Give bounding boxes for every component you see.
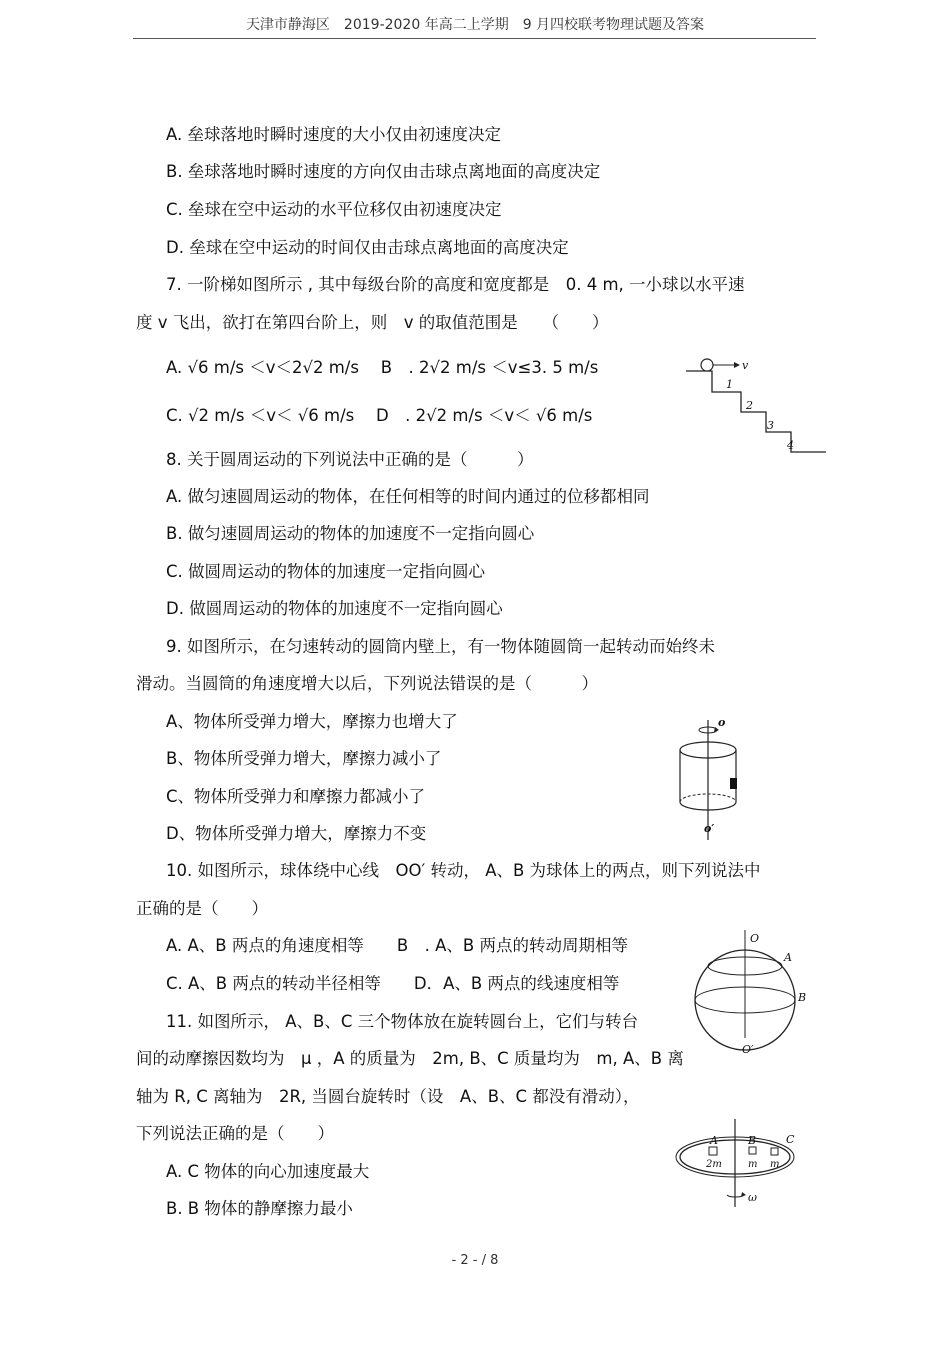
stairs-figure	[684, 355, 829, 455]
text-line: B、物体所受弹力增大，摩擦力减小了	[166, 749, 442, 768]
text-line: A. C 物体的向心加速度最大	[166, 1162, 370, 1181]
text-line: A. √6 m/s ＜v＜2√2 m/s B . 2√2 m/s ＜v≤3. 5 m/s	[166, 358, 599, 377]
text-line: A. 做匀速圆周运动的物体，在任何相等的时间内通过的位移都相同	[166, 487, 650, 506]
text-line: 10. 如图所示，球体绕中心线 OO′ 转动， A、B 为球体上的两点，则下列说法中	[166, 861, 761, 880]
block-c-label: C	[786, 1133, 795, 1146]
axis-top-label: O	[750, 932, 760, 945]
text-line: 正确的是（ ）	[136, 899, 268, 918]
text-line: 滑动。当圆筒的角速度增大以后，下列说法错误的是（ ）	[136, 674, 598, 693]
text-line: 度 v 飞出，欲打在第四台阶上，则 v 的取值范围是 （ ）	[136, 313, 609, 332]
page-header: 天津市静海区 2019-2020 年高二上学期 9 月四校联考物理试题及答案	[245, 17, 705, 33]
block-a-label: A	[710, 1134, 718, 1147]
text-line: B. 垒球落地时瞬时速度的方向仅由击球点离地面的高度决定	[166, 162, 601, 181]
text-line: B. B 物体的静摩擦力最小	[166, 1199, 353, 1218]
text-line: C. 垒球在空中运动的水平位移仅由初速度决定	[166, 200, 502, 219]
page-footer: - 2 - / 8	[451, 1253, 499, 1268]
turntable-figure	[674, 1117, 804, 1212]
text-line: 11. 如图所示， A、B、C 三个物体放在旋转圆台上，它们与转台	[166, 1012, 639, 1031]
text-line: A. 垒球落地时瞬时速度的大小仅由初速度决定	[166, 125, 501, 144]
text-line: D、物体所受弹力增大，摩擦力不变	[166, 824, 427, 843]
text-line: D. 垒球在空中运动的时间仅由击球点离地面的高度决定	[166, 238, 569, 257]
text-line: C. 做圆周运动的物体的加速度一定指向圆心	[166, 562, 486, 581]
text-line: C. A、B 两点的转动半径相等 D．A、B 两点的线速度相等	[166, 974, 620, 993]
step-label: 1	[726, 378, 733, 391]
velocity-label: v	[742, 359, 749, 372]
text-line: 下列说法正确的是（ ）	[136, 1124, 334, 1143]
text-line: A. A、B 两点的角速度相等 B . A、B 两点的转动周期相等	[166, 936, 628, 955]
axis-bottom-label: O′	[742, 1043, 754, 1056]
text-line: C、物体所受弹力和摩擦力都减小了	[166, 787, 426, 806]
text-line: 间的动摩擦因数均为 μ ，A 的质量为 2m, B、C 质量均为 m, A、B 离	[136, 1049, 684, 1068]
axis-bottom-label: o′	[704, 822, 715, 835]
text-line: A、物体所受弹力增大，摩擦力也增大了	[166, 712, 458, 731]
axis-top-label: o	[718, 716, 726, 729]
step-label: 2	[746, 399, 753, 412]
point-a-label: A	[784, 951, 792, 964]
text-line: D. 做圆周运动的物体的加速度不一定指向圆心	[166, 599, 503, 618]
rotating-cylinder-figure	[678, 712, 758, 847]
text-line: C. √2 m/s ＜v＜ √6 m/s D . 2√2 m/s ＜v＜ √6 m/s	[166, 406, 593, 425]
mass-b-label: m	[748, 1159, 758, 1170]
mass-c-label: m	[770, 1159, 780, 1170]
text-line: B. 做匀速圆周运动的物体的加速度不一定指向圆心	[166, 524, 535, 543]
text-line: 7. 一阶梯如图所示 , 其中每级台阶的高度和宽度都是 0. 4 m, 一小球以水平速	[166, 275, 745, 294]
step-label: 4	[787, 439, 794, 452]
text-line: 8. 关于圆周运动的下列说法中正确的是（ ）	[166, 450, 534, 469]
block-b-label: B	[748, 1134, 757, 1147]
step-label: 3	[767, 419, 774, 432]
omega-label: ω	[748, 1191, 757, 1204]
rotating-sphere-figure	[690, 928, 810, 1063]
text-line: 轴为 R, C 离轴为 2R, 当圆台旋转时（设 A、B、C 都没有滑动），	[136, 1087, 640, 1106]
point-b-label: B	[798, 991, 807, 1004]
header-rule	[133, 38, 816, 39]
mass-a-label: 2m	[706, 1159, 722, 1170]
text-line: 9. 如图所示，在匀速转动的圆筒内壁上，有一物体随圆筒一起转动而始终未	[166, 637, 715, 656]
